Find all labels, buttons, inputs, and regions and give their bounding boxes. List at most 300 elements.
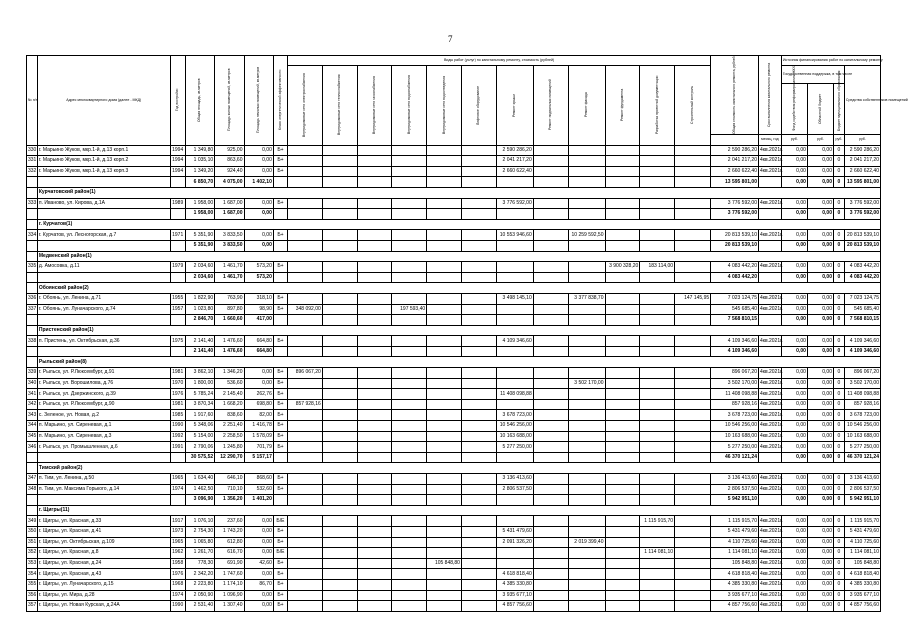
row-work-cost	[533, 336, 568, 347]
row-work-cost	[357, 484, 392, 495]
row-funding-owners: 4 857 756,60	[844, 601, 880, 612]
row-area-total: 3 862,10	[185, 368, 214, 379]
row-area-total: 1 822,90	[185, 293, 214, 304]
row-work-cost	[392, 474, 427, 485]
row-total-cost: 10 546 256,00	[711, 421, 759, 432]
row-total-cost: 2 041 217,20	[711, 156, 759, 167]
row-funding-federal: 0,00	[781, 442, 807, 453]
row-year: 1955	[170, 293, 185, 304]
cell-empty	[170, 315, 185, 326]
row-total-cost: 857 928,16	[711, 399, 759, 410]
row-work-cost	[640, 156, 675, 167]
row-work-cost	[568, 145, 605, 156]
row-work-cost	[675, 431, 711, 442]
row-class: Б+	[273, 484, 287, 495]
row-work-cost	[605, 410, 640, 421]
subtotal-funding-regional: 0,00	[807, 452, 833, 463]
row-funding-federal: 0,00	[781, 399, 807, 410]
row-address: г. Щигры, ул. Красная, д.43	[37, 569, 170, 580]
row-area-nonresidential: 86,70	[244, 579, 273, 590]
row-work-cost	[427, 537, 462, 548]
row-work-cost	[427, 474, 462, 485]
cell-empty	[427, 272, 462, 283]
row-work-cost	[568, 526, 605, 537]
cell-empty	[568, 315, 605, 326]
row-address: с. Зеленое, ул. Новая, д.2	[37, 410, 170, 421]
cell-empty	[170, 209, 185, 220]
row-area-total: 1 065,80	[185, 537, 214, 548]
row-work-cost	[640, 590, 675, 601]
row-work-cost	[461, 378, 496, 389]
table-row	[27, 336, 881, 347]
row-work-cost	[287, 569, 322, 580]
subtotal-row	[27, 272, 881, 283]
row-work-cost	[461, 368, 496, 379]
row-work-cost: 896 067,20	[287, 368, 322, 379]
row-funding-owners: 1 115 915,70	[844, 516, 880, 527]
row-total-cost: 105 848,80	[711, 558, 759, 569]
row-deadline: 4кв.2021г.	[758, 569, 781, 580]
row-funding-owners: 2 590 286,20	[844, 145, 880, 156]
cell-empty	[675, 272, 711, 283]
row-funding-federal: 0,00	[781, 304, 807, 315]
row-work-cost	[568, 410, 605, 421]
row-work-cost	[675, 156, 711, 167]
row-area-total: 1 462,50	[185, 484, 214, 495]
row-work-cost: 3 900 328,20	[605, 262, 640, 273]
region-label: г. Щигры(11)	[37, 505, 880, 516]
cell-empty	[758, 315, 781, 326]
row-funding-federal: 0,00	[781, 579, 807, 590]
row-work-cost	[605, 558, 640, 569]
row-deadline: 4кв.2021г.	[758, 378, 781, 389]
row-funding-federal: 0,00	[781, 389, 807, 400]
cell-empty	[392, 209, 427, 220]
row-work-cost	[287, 166, 322, 177]
row-work-cost: 348 092,00	[287, 304, 322, 315]
row-total-cost: 545 685,40	[711, 304, 759, 315]
row-number: 341	[27, 389, 38, 400]
region-header-row	[27, 357, 881, 368]
row-work-cost	[322, 579, 357, 590]
row-funding-owners: 545 685,40	[844, 304, 880, 315]
row-work-cost	[427, 336, 462, 347]
row-funding-regional: 0,00	[807, 336, 833, 347]
row-total-cost: 2 660 622,40	[711, 166, 759, 177]
row-work-cost	[461, 304, 496, 315]
row-area-apartments: 616,70	[215, 548, 244, 559]
cell-empty	[392, 346, 427, 357]
table-row	[27, 579, 881, 590]
row-year: 1962	[170, 548, 185, 559]
row-work-cost	[322, 230, 357, 241]
cell-empty	[496, 452, 533, 463]
row-funding-regional: 0,00	[807, 368, 833, 379]
subtotal-area-total: 2 846,70	[185, 315, 214, 326]
row-funding-federal: 0,00	[781, 368, 807, 379]
row-year: 1991	[170, 442, 185, 453]
cell-empty	[427, 346, 462, 357]
cell-empty	[27, 177, 38, 188]
row-year: 1974	[170, 484, 185, 495]
row-number: 340	[27, 378, 38, 389]
row-work-cost	[322, 569, 357, 580]
subtotal-area-total: 3 096,90	[185, 495, 214, 506]
row-work-cost	[605, 516, 640, 527]
row-work-cost	[496, 262, 533, 273]
row-work-cost	[533, 410, 568, 421]
cell-empty	[640, 346, 675, 357]
row-work-cost	[322, 368, 357, 379]
cell-empty	[287, 315, 322, 326]
row-work-cost	[675, 399, 711, 410]
row-area-total: 1 349,20	[185, 166, 214, 177]
cell-empty	[27, 505, 38, 516]
row-class: Б+	[273, 293, 287, 304]
row-work-cost	[287, 145, 322, 156]
row-year: 1990	[170, 601, 185, 612]
row-work-cost	[357, 378, 392, 389]
row-area-apartments: 1 461,70	[215, 262, 244, 273]
subtotal-funding-federal: 0,00	[781, 209, 807, 220]
row-area-apartments: 1 307,40	[215, 601, 244, 612]
subtotal-funding-regional: 0,00	[807, 272, 833, 283]
row-number: 331	[27, 156, 38, 167]
row-total-cost: 896 067,20	[711, 368, 759, 379]
row-funding-owners: 2 806 537,50	[844, 484, 880, 495]
row-year: 1992	[170, 431, 185, 442]
row-work-cost	[427, 548, 462, 559]
col-area-total: Общая площадь, кв.метров	[197, 78, 202, 123]
row-funding-federal: 0,00	[781, 410, 807, 421]
row-funding-regional: 0,00	[807, 516, 833, 527]
row-funding-local: 0	[834, 368, 845, 379]
subtotal-funding-regional: 0,00	[807, 240, 833, 251]
row-work-cost	[461, 421, 496, 432]
cell-empty	[675, 495, 711, 506]
subtotal-area-apartments: 1 461,70	[215, 272, 244, 283]
subtotal-funding-federal: 0,00	[781, 495, 807, 506]
row-area-total: 5 351,90	[185, 230, 214, 241]
row-work-cost	[533, 166, 568, 177]
row-work-cost	[322, 526, 357, 537]
row-funding-owners: 3 776 592,00	[844, 198, 880, 209]
row-address: д. Амосовка, д.11	[37, 262, 170, 273]
row-address: г. Щигры, ул. Луначарского, д.15	[37, 579, 170, 590]
row-address: г. Щигры, ул. Мира, д.28	[37, 590, 170, 601]
row-address: г. Рыльск, ул. Р.Люксембург, д.90	[37, 399, 170, 410]
row-year: 1990	[170, 421, 185, 432]
row-class: Б+	[273, 558, 287, 569]
row-year: 1974	[170, 590, 185, 601]
row-address: г. Щигры, ул. Красная, д.33	[37, 516, 170, 527]
row-class: Б+	[273, 166, 287, 177]
row-work-cost	[640, 526, 675, 537]
row-funding-federal: 0,00	[781, 526, 807, 537]
cell-empty	[496, 240, 533, 251]
cell-empty	[27, 209, 38, 220]
row-area-apartments: 1 174,10	[215, 579, 244, 590]
row-work-cost	[496, 558, 533, 569]
row-address: г. Рыльск, ул. Промышленная, д.6	[37, 442, 170, 453]
row-work-cost	[675, 601, 711, 612]
row-number: 342	[27, 399, 38, 410]
row-total-cost: 5 431 479,60	[711, 526, 759, 537]
row-work-cost	[675, 590, 711, 601]
row-area-total: 5 154,00	[185, 431, 214, 442]
row-address: п. Пристень, ул. Октябрьская, д.36	[37, 336, 170, 347]
row-area-nonresidential: 868,60	[244, 474, 273, 485]
row-area-apartments: 2 251,40	[215, 421, 244, 432]
subtotal-area-nonresidential: 417,00	[244, 315, 273, 326]
subtotal-funding-owners: 3 776 592,00	[844, 209, 880, 220]
row-work-cost	[322, 516, 357, 527]
row-work-cost	[568, 558, 605, 569]
row-funding-federal: 0,00	[781, 421, 807, 432]
row-work-cost	[496, 368, 533, 379]
row-deadline: 4кв.2021г.	[758, 484, 781, 495]
row-address: п. Марьино, ул. Сиреневая, д.3	[37, 431, 170, 442]
row-total-cost: 11 408 098,88	[711, 389, 759, 400]
cell-empty	[496, 209, 533, 220]
row-address: г. Щигры, ул. Октябрьская, д.109	[37, 537, 170, 548]
row-work-cost	[287, 590, 322, 601]
row-work-cost	[427, 516, 462, 527]
row-work-cost	[533, 304, 568, 315]
row-work-cost	[640, 442, 675, 453]
row-work-cost: 857 928,16	[287, 399, 322, 410]
row-total-cost: 5 277 250,00	[711, 442, 759, 453]
subtotal-funding-local: 0	[834, 315, 845, 326]
row-work-cost	[568, 579, 605, 590]
row-work-cost	[605, 548, 640, 559]
row-work-cost	[496, 548, 533, 559]
row-work-cost	[392, 421, 427, 432]
row-class: Б+	[273, 431, 287, 442]
row-funding-local: 0	[834, 304, 845, 315]
row-work-cost	[461, 410, 496, 421]
row-total-cost: 4 109 346,60	[711, 336, 759, 347]
cell-empty	[605, 495, 640, 506]
row-area-apartments: 612,80	[215, 537, 244, 548]
row-number: 349	[27, 516, 38, 527]
row-number: 333	[27, 198, 38, 209]
row-funding-federal: 0,00	[781, 569, 807, 580]
row-work-cost	[322, 389, 357, 400]
row-work-cost: 10 163 688,00	[496, 431, 533, 442]
row-work-cost	[461, 558, 496, 569]
row-work-cost	[568, 336, 605, 347]
row-class: Б+	[273, 389, 287, 400]
col-area-apartments: Площадь жилых помещений, кв.метров	[226, 69, 231, 132]
row-funding-regional: 0,00	[807, 558, 833, 569]
row-work-cost	[568, 156, 605, 167]
row-work-cost	[287, 378, 322, 389]
row-work-cost	[640, 293, 675, 304]
cell-empty	[273, 209, 287, 220]
region-label: Рыльский район(8)	[37, 357, 880, 368]
row-deadline: 4кв.2021г.	[758, 336, 781, 347]
row-total-cost: 2 590 286,20	[711, 145, 759, 156]
cell-empty	[427, 315, 462, 326]
row-deadline: 4кв.2021г.	[758, 516, 781, 527]
cell-empty	[322, 209, 357, 220]
unit-rub: руб.	[844, 135, 880, 146]
row-year: 1965	[170, 474, 185, 485]
row-work-cost	[287, 230, 322, 241]
subtotal-funding-federal: 0,00	[781, 177, 807, 188]
row-number: 351	[27, 537, 38, 548]
row-funding-federal: 0,00	[781, 484, 807, 495]
row-work-cost	[392, 262, 427, 273]
row-class: Б+	[273, 262, 287, 273]
row-work-cost	[427, 442, 462, 453]
row-funding-regional: 0,00	[807, 230, 833, 241]
row-funding-federal: 0,00	[781, 378, 807, 389]
subtotal-row	[27, 315, 881, 326]
row-work-cost: 2 091 326,20	[496, 537, 533, 548]
subtotal-funding-local: 0	[834, 346, 845, 357]
cell-empty	[37, 315, 170, 326]
row-funding-owners: 4 110 725,60	[844, 537, 880, 548]
cell-empty	[605, 272, 640, 283]
col-address: Адрес многоквартирного дома (далее - МКД)	[37, 56, 170, 146]
cell-empty	[27, 315, 38, 326]
row-work-cost	[322, 293, 357, 304]
row-address: п. Тим, ул. Максима Горького, д.14	[37, 484, 170, 495]
row-work-cost: 1 114 081,10	[640, 548, 675, 559]
row-number: 354	[27, 569, 38, 580]
row-work-cost	[427, 166, 462, 177]
row-total-cost: 3 502 170,00	[711, 378, 759, 389]
row-work-cost	[427, 431, 462, 442]
row-work-cost	[640, 537, 675, 548]
row-work-cost	[533, 368, 568, 379]
row-work-cost	[392, 516, 427, 527]
row-work-cost	[640, 304, 675, 315]
row-work-cost: 3 678 723,00	[496, 410, 533, 421]
region-label: Пристенский район(1)	[37, 325, 880, 336]
row-deadline: 4кв.2021г.	[758, 156, 781, 167]
row-work-cost	[605, 569, 640, 580]
row-funding-owners: 4 109 346,60	[844, 336, 880, 347]
row-work-cost	[357, 145, 392, 156]
subtotal-area-total: 6 850,70	[185, 177, 214, 188]
row-work-cost	[640, 484, 675, 495]
row-funding-regional: 0,00	[807, 399, 833, 410]
row-deadline: 4кв.2021г.	[758, 421, 781, 432]
row-work-cost: 11 408 098,88	[496, 389, 533, 400]
row-work-cost	[357, 601, 392, 612]
row-work-cost	[322, 421, 357, 432]
row-work-cost	[357, 336, 392, 347]
subtotal-funding-regional: 0,00	[807, 495, 833, 506]
row-work-cost	[461, 293, 496, 304]
row-work-cost	[322, 198, 357, 209]
cell-empty	[640, 495, 675, 506]
row-area-nonresidential: 0,00	[244, 526, 273, 537]
row-area-apartments: 1 743,20	[215, 526, 244, 537]
row-work-cost	[322, 474, 357, 485]
row-work-cost	[287, 548, 322, 559]
row-work-cost	[568, 516, 605, 527]
cell-empty	[392, 177, 427, 188]
row-area-apartments: 1 747,60	[215, 569, 244, 580]
row-number: 353	[27, 558, 38, 569]
funding-local: Бюджет муниципального образования	[837, 70, 841, 131]
cell-empty	[322, 495, 357, 506]
cell-empty	[605, 209, 640, 220]
row-funding-regional: 0,00	[807, 421, 833, 432]
cell-empty	[568, 240, 605, 251]
subtotal-funding-local: 0	[834, 452, 845, 463]
work-electric: Внутридомовые сети электроснабжения	[302, 73, 307, 138]
row-work-cost	[605, 378, 640, 389]
table-row	[27, 442, 881, 453]
subtotal-funding-local: 0	[834, 209, 845, 220]
cell-empty	[496, 346, 533, 357]
row-class: Б+	[273, 569, 287, 580]
row-work-cost	[533, 526, 568, 537]
row-work-cost	[461, 336, 496, 347]
row-number: 357	[27, 601, 38, 612]
row-work-cost	[287, 293, 322, 304]
row-work-cost: 5 277 250,00	[496, 442, 533, 453]
row-work-cost	[392, 156, 427, 167]
subtotal-funding-owners: 4 083 442,20	[844, 272, 880, 283]
subtotal-row	[27, 209, 881, 220]
row-address: п. Марьино, ул. Сиреневая, д.1	[37, 421, 170, 432]
row-funding-local: 0	[834, 262, 845, 273]
row-work-cost	[392, 145, 427, 156]
row-work-cost	[461, 198, 496, 209]
row-area-total: 2 754,30	[185, 526, 214, 537]
cell-empty	[758, 272, 781, 283]
row-deadline: 4кв.2021г.	[758, 198, 781, 209]
row-work-cost	[392, 431, 427, 442]
subtotal-row	[27, 495, 881, 506]
row-work-cost	[675, 548, 711, 559]
cell-empty	[27, 272, 38, 283]
row-area-total: 1 800,00	[185, 378, 214, 389]
row-work-cost	[461, 474, 496, 485]
row-area-total: 1 349,80	[185, 145, 214, 156]
cell-empty	[427, 177, 462, 188]
work-water: Внутридомовые сети водоснабжения	[406, 75, 411, 135]
subtotal-funding-owners: 5 942 951,10	[844, 495, 880, 506]
row-year: 1965	[170, 537, 185, 548]
row-funding-federal: 0,00	[781, 537, 807, 548]
row-work-cost: 10 553 946,60	[496, 230, 533, 241]
unit-rub: руб.	[781, 135, 807, 146]
row-deadline: 4кв.2021г.	[758, 537, 781, 548]
cell-empty	[357, 177, 392, 188]
row-work-cost	[605, 230, 640, 241]
cell-empty	[640, 240, 675, 251]
row-work-cost	[568, 198, 605, 209]
row-work-cost: 3 377 838,70	[568, 293, 605, 304]
cell-empty	[568, 346, 605, 357]
cell-empty	[605, 346, 640, 357]
row-funding-local: 0	[834, 569, 845, 580]
funding-regional: Областной бюджет	[817, 93, 822, 125]
row-work-cost	[357, 569, 392, 580]
row-total-cost: 4 618 818,40	[711, 569, 759, 580]
row-funding-federal: 0,00	[781, 548, 807, 559]
row-work-cost: 105 848,80	[427, 558, 462, 569]
row-work-cost	[427, 590, 462, 601]
row-funding-federal: 0,00	[781, 166, 807, 177]
